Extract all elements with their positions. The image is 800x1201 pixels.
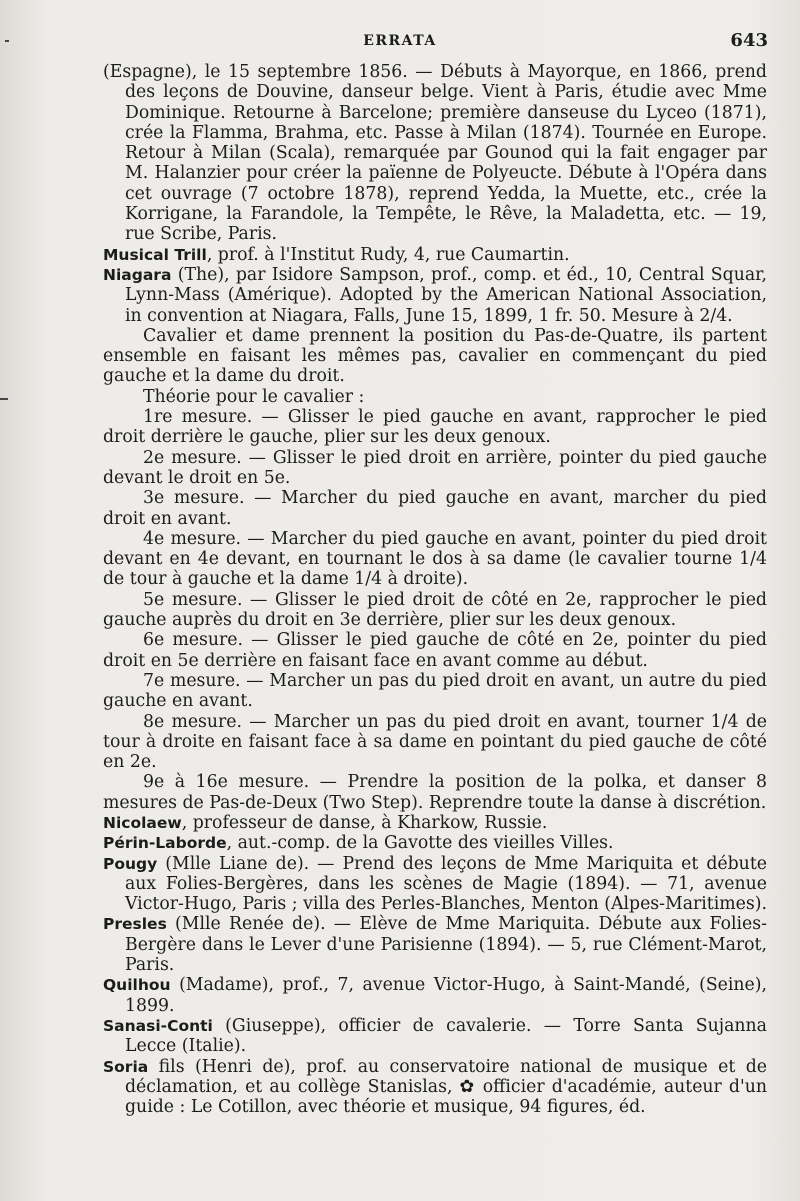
paragraph-text: (Giuseppe), officier de cavalerie. — Torre Santa Sujanna Lecce (Italie).: [125, 1015, 767, 1057]
entry-headword: Musical Trill: [103, 245, 207, 264]
paragraph: [103, 387, 767, 407]
paragraph-text: 2e mesure. — Glisser le pied droit en arrière, pointer du pied gauche devant le droit en 5e.: [103, 447, 767, 488]
paragraph-text: (Espagne), le 15 septembre 1856. — Débuts à Mayorque, en 1866, prend des leçons de Douvine, danseur belge. Vient à Paris, étudie avec Mme Dominique. Retourne à Barcelone; première danseuse du Lyceo (1871), crée la Flamma, Brahma, etc. Passe à Milan (1874). Tournée en Europe. Retour à Milan (Scala), remarquée par Gounod qui la fait engager par M. Halanzier pour créer la païenne de Polyeucte. Débute à l'Opéra dans cet ouvrage (7 octobre 1878), reprend Yedda, la Muette, etc., crée la Korrigane, la Farandole, la Tempête, le Rêve, la Maladetta, etc. — 19, rue Scribe, Paris.: [103, 62, 767, 245]
paragraph: [103, 326, 767, 387]
entry-headword: Quilhou: [103, 976, 171, 995]
entry-headword: Nicolaew: [103, 813, 182, 832]
paragraph-text: (Mlle Liane de). — Prend des leçons de Mme Mariquita et débute aux Folies-Bergères, dans les scènes de Magie (1894). — 71, avenue Victor-Hugo, Paris ; villa des Perles-Blanches, Menton (Alpes-Maritimes).: [125, 853, 767, 915]
paragraph-text: , aut.-comp. de la Gavotte des vieilles Villes.: [226, 833, 614, 854]
paragraph: [103, 529, 767, 590]
paragraph-text: 9e à 16e mesure. — Prendre la position de la polka, et danser 8 mesures de Pas-de-Deux (Two Step). Reprendre toute la danse à discrétion.: [103, 772, 767, 813]
paragraph: [103, 448, 767, 489]
paragraph-text: (The), par Isidore Sampson, prof., comp. et éd., 10, Central Squar, Lynn-Mass (Amérique). Adopted by the American National Association, in convention at Niagara, Falls, June 15, 1899, 1 fr. 50. Mesure à 2/4.: [125, 264, 767, 326]
page-number: 643: [730, 30, 768, 51]
paragraph-text: , professeur de danse, à Kharkow, Russie.: [181, 812, 548, 833]
dictionary-entry: [103, 975, 767, 1016]
dictionary-entry: [103, 914, 767, 975]
paragraph-text: 3e mesure. — Marcher du pied gauche en avant, marcher du pied droit en avant.: [103, 488, 767, 529]
paragraph-text: 1re mesure. — Glisser le pied gauche en avant, rapprocher le pied droit derrière le gauche, plier sur les deux genoux.: [103, 407, 767, 448]
dictionary-entry: [103, 1057, 767, 1118]
entry-headword: Sanasi-Conti: [103, 1016, 213, 1035]
dictionary-entry: [103, 245, 767, 265]
paragraph: [103, 630, 767, 671]
scan-mark: [0, 398, 8, 400]
paragraph-text: , prof. à l'Institut Rudy, 4, rue Caumartin.: [206, 244, 570, 265]
paragraph-text: (Madame), prof., 7, avenue Victor-Hugo, à Saint-Mandé, (Seine), 1899.: [125, 975, 767, 1016]
running-head: [0, 30, 800, 53]
paragraph: [103, 488, 767, 529]
paragraph: [103, 62, 767, 245]
paragraph: [103, 712, 767, 773]
dictionary-entry: [103, 854, 767, 915]
paragraph-text: 5e mesure. — Glisser le pied droit de côté en 2e, rapprocher le pied gauche auprès du droit en 3e derrière, plier sur les deux genoux.: [103, 589, 767, 631]
paragraph-text: fils (Henri de), prof. au conservatoire national de musique et de déclamation, et au collège Stanislas, ✿ officier d'académie, auteur d'un guide : Le Cotillon, avec théorie et musique, 94 figures, éd.: [125, 1056, 767, 1118]
paragraph: [103, 772, 767, 813]
paragraph-text: Théorie pour le cavalier :: [143, 386, 365, 407]
paragraph-text: 6e mesure. — Glisser le pied gauche de côté en 2e, pointer du pied droit en 5e derrière en faisant face en avant comme au début.: [103, 630, 767, 671]
entry-headword: Niagara: [103, 265, 172, 284]
running-title: ERRATA: [363, 33, 437, 49]
dictionary-entry: [103, 1016, 767, 1057]
dictionary-entry: [103, 833, 767, 853]
dictionary-entry: [103, 265, 767, 326]
paragraph-text: 7e mesure. — Marcher un pas du pied droit en avant, un autre du pied gauche en avant.: [103, 670, 767, 712]
body-text: [103, 62, 767, 1117]
entry-headword: Périn-Laborde: [103, 834, 227, 853]
dictionary-entry: [103, 813, 767, 833]
paragraph: [103, 590, 767, 631]
entry-headword: Pougy: [103, 854, 158, 873]
entry-headword: Presles: [103, 915, 167, 934]
paragraph-text: (Mlle Renée de). — Elève de Mme Mariquita. Débute aux Folies-Bergère dans le Lever d'une Parisienne (1894). — 5, rue Clément-Marot, Paris.: [125, 914, 767, 976]
paragraph: [103, 671, 767, 712]
paragraph-text: 8e mesure. — Marcher un pas du pied droit en avant, tourner 1/4 de tour à droite en faisant face à sa dame en pointant du pied gauche de côté en 2e.: [103, 711, 767, 773]
entry-headword: Soria: [103, 1057, 149, 1076]
paragraph-text: 4e mesure. — Marcher du pied gauche en avant, pointer du pied droit devant en 4e devant, en tournant le dos à sa dame (le cavalier tourne 1/4 de tour à gauche et la dame 1/4 à droite).: [103, 528, 767, 590]
paragraph-text: Cavalier et dame prennent la position du Pas-de-Quatre, ils partent ensemble en faisant les mêmes pas, cavalier en commençant du pied gauche et la dame du droit.: [103, 325, 767, 387]
paragraph: [103, 407, 767, 448]
